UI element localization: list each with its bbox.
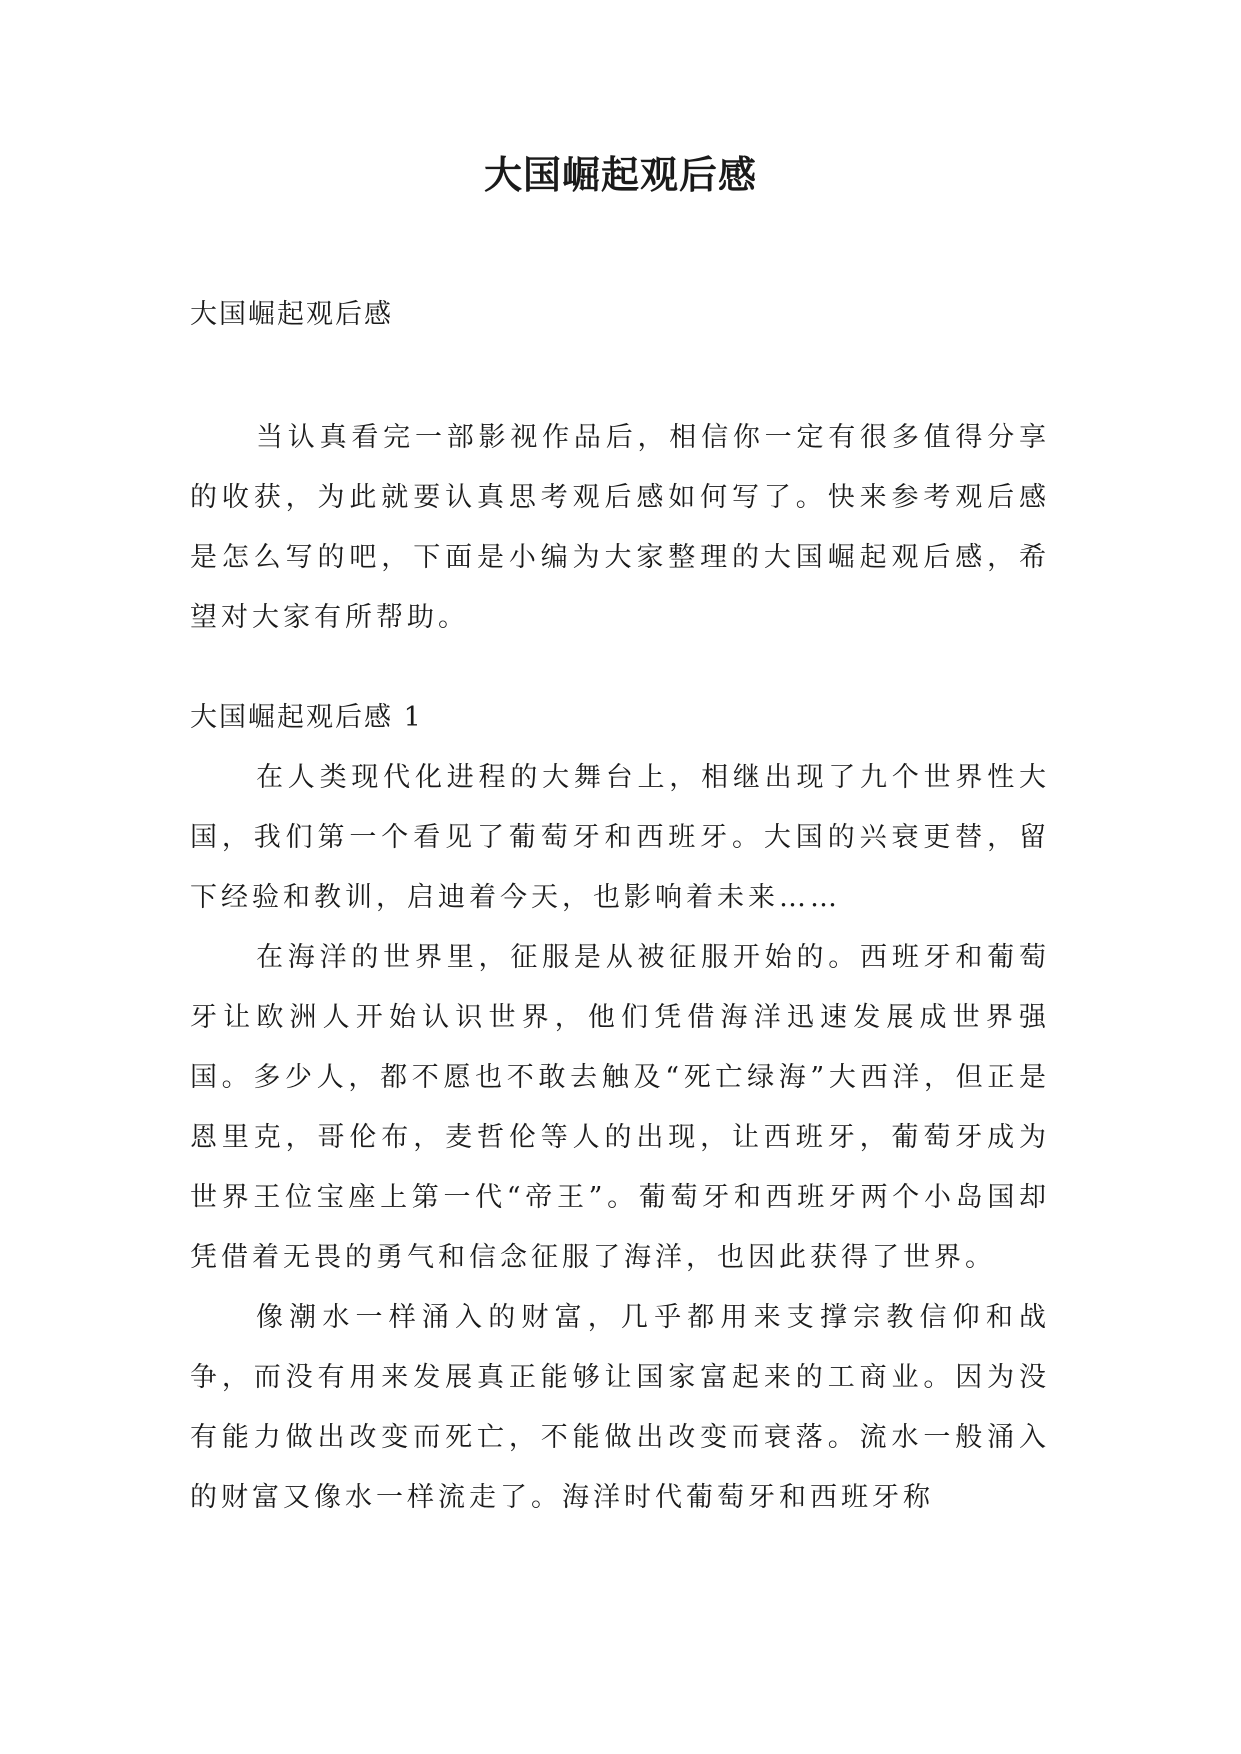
body-paragraph: 在海洋的世界里，征服是从被征服开始的。西班牙和葡萄牙让欧洲人开始认识世界，他们凭借海洋迅速发展成世界强国。多少人，都不愿也不敢去触及“死亡绿海”大西洋，但正是恩里克，哥伦布，麦哲伦等人的出现，让西班牙，葡萄牙成为世界王位宝座上第一代“帝王”。葡萄牙和西班牙两个小岛国却凭借着无畏的勇气和信念征服了海洋，也因此获得了世界。 [190,942,1050,1273]
document-subtitle: 大国崛起观后感 [190,299,393,330]
body-paragraph: 像潮水一样涌入的财富，几乎都用来支撑宗教信仰和战争，而没有用来发展真正能够让国家富起来的工商业。因为没有能力做出改变而死亡，不能做出改变而衰落。流水一般涌入的财富又像水一样流走了。海洋时代葡萄牙和西班牙称 [190,1302,1050,1513]
intro-section [190,408,1050,648]
body-paragraph: 在人类现代化进程的大舞台上，相继出现了九个世界性大国，我们第一个看见了葡萄牙和西班牙。大国的兴衰更替，留下经验和教训，启迪着今天，也影响着未来…… [190,762,1050,913]
section-heading: 大国崛起观后感 1 [190,702,423,733]
intro-paragraph: 当认真看完一部影视作品后，相信你一定有很多值得分享的收获，为此就要认真思考观后感如何写了。快来参考观后感是怎么写的吧，下面是小编为大家整理的大国崛起观后感，希望对大家有所帮助。 [190,422,1050,633]
document-title: 大国崛起观后感 [483,153,757,197]
section-body [190,748,1050,1528]
